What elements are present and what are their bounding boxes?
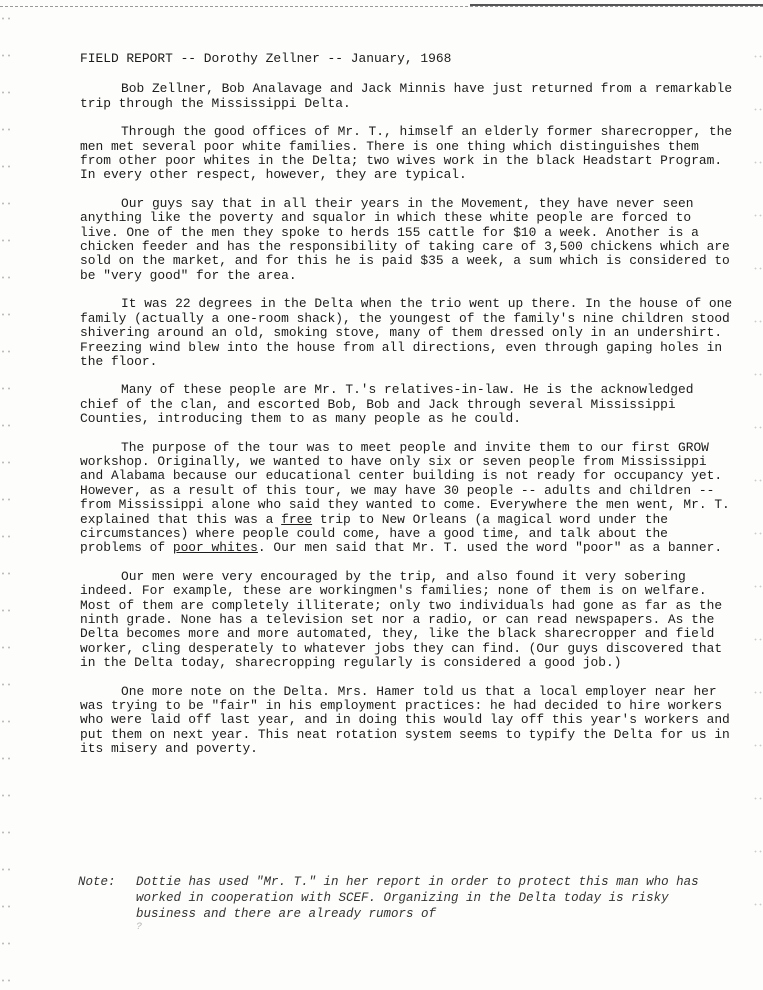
report-page [80,52,735,771]
paragraph-relatives: Many of these people are Mr. T.'s relatives-in-law. He is the acknowledged chief of the clan, and escorted Bob, Bob and Jack through several Mississippi Counties, introducing them to as many people as he could. [80,382,694,427]
tour-text-part3: . Our men said that Mr. T. used the word "poor" as a banner. [257,540,723,556]
report-title: FIELD REPORT -- Dorothy Zellner -- January, 1968 [80,51,452,66]
paragraph-intro: Bob Zellner, Bob Analavage and Jack Minnis have just returned from a remarkable trip through the Mississippi Delta. [80,81,733,111]
note-text: Dottie has used "Mr. T." in her report in order to protect this man who has worked in cooperation with SCEF. Organizing in the Delta today is risky business and there are already rumors of [136,875,699,921]
top-border-line [0,6,763,7]
top-border-line-dark [470,4,763,6]
paragraph-poverty: Our guys say that in all their years in the Movement, they have never seen anything like the poverty and squalor in which these white people are forced to live. One of the men they spoke to herds 155 cattle for $10 a week. Another is a chicken feeder and has the responsibility of taking care of 3,500 chickens which are sold on the market, and for this he is paid $35 a week, a sum which is considered to be "very good" for the area. [80,195,730,283]
paragraph-mr-t: Through the good offices of Mr. T., himself an elderly former sharecropper, the men met several poor white families. There is one thing which distinguishes them from other poor whites in the Delta; two wives work in the black Headstart Program. In every other respect, however, they are typical. [80,124,733,183]
right-margin-scan-marks [753,30,763,930]
underlined-free: free [281,511,313,527]
tour-text-part2: trip to New Orleans (a magical word under the circumstances) where people could come, have a good time, and talk about the problems of [80,511,668,556]
underlined-poor-whites: poor whites [172,540,258,556]
handwritten-style-note [78,874,718,934]
note-faded-remnant: ? [136,922,143,933]
paragraph-cold-shack: It was 22 degrees in the Delta when the trio went up there. In the house of one family (actually a one-room shack), the youngest of the family's nine children stood shivering around an old, smoking stove, many of them dressed only in an undershirt. Freezing wind blew into the house from all directions, even through gaping holes in the floor. [80,296,733,369]
tour-text-part1: The purpose of the tour was to meet people and invite them to our first GROW workshop. Originally, we wanted to have only six or seven people from Mississippi and Alabama because our educational center building is not ready for occupancy yet. However, as a result of this tour, we may have 30 people -- adults and children -- from Mississippi alone who said they wanted to come. Everywhere the men went, Mr. T. explained that this was a [80,439,730,527]
paragraph-tour-purpose [80,441,735,556]
left-margin-scan-marks [0,0,14,990]
note-label: Note: [78,875,116,889]
paragraph-hamer: One more note on the Delta. Mrs. Hamer told us that a local employer near her was trying to be "fair" in his employment practices: he had decided to hire workers who were laid off last year, and in doing this would lay off this year's workers and put them on next year. This neat rotation system seems to typify the Delta for us in its misery and poverty. [80,683,730,757]
paragraph-encouraged: Our men were very encouraged by the trip, and also found it very sobering indeed. For example, these are workingmen's families; none of them is on welfare. Most of them are completely illiterate; only two individuals had gone as far as the ninth grade. None has a television set nor a radio, or can read newspapers. As the Delta becomes more and more automated, they, like the black sharecropper and field worker, cling desperately to whatever jobs they can find. (Our guys discovered that in the Delta today, sharecropping regularly is considered a good job.) [80,568,723,671]
